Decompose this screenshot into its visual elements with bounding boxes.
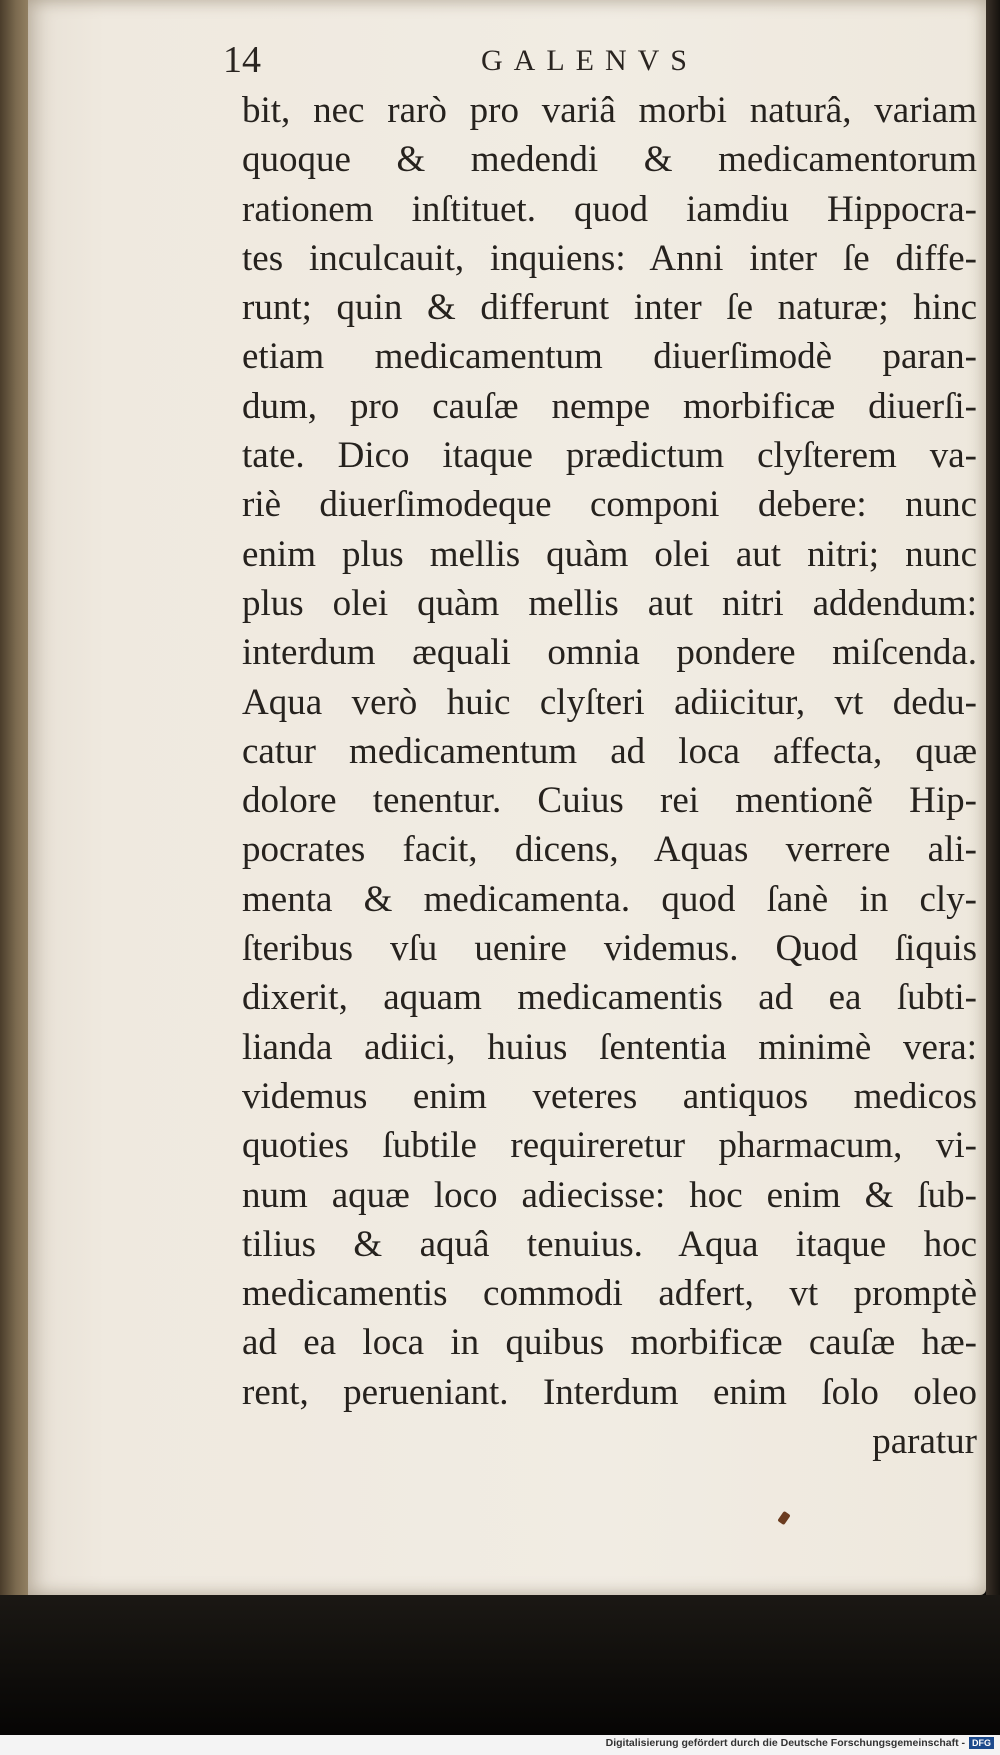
text-line: medicamentis commodi adfert, vt promptè [242,1273,977,1315]
ink-spot [777,1511,790,1525]
text-line: pocrates facit, dicens, Aquas verrere ali- [242,829,977,871]
text-line: tate. Dico itaque prædictum clyſterem va- [242,435,977,477]
credit-text: Digitalisierung gefördert durch die Deutsche Forschungsgemeinschaft - [605,1737,965,1749]
text-line: menta & medicamenta. quod ſanè in cly- [242,878,977,920]
text-line: Aqua verò huic clyſteri adiicitur, vt dedu- [242,681,977,723]
text-line: quoque & medendi & medicamentorum [242,139,977,181]
digitization-credit [606,1737,994,1749]
text-line: riè diuerſimodeque componi debere: nunc [242,484,977,526]
page-gutter-shadow [986,0,1000,1600]
text-line: enim plus mellis quàm olei aut nitri; nunc [242,533,977,575]
body-text [242,86,977,1466]
dfg-logo: DFG [969,1737,994,1749]
text-line: ad ea loca in quibus morbificæ cauſæ hæ- [242,1322,977,1364]
text-line: tilius & aquâ tenuius. Aqua itaque hoc [242,1223,977,1265]
text-line: dum, pro cauſæ nempe morbificæ diuerſi- [242,385,977,427]
text-line: lianda adiici, huius ſententia minimè vera: [242,1026,977,1068]
text-line: dolore tenentur. Cuius rei mentionẽ Hip- [242,780,977,822]
text-line: runt; quin & differunt inter ſe naturæ; hinc [242,287,977,329]
text-line: rent, perueniant. Interdum enim ſolo oleo [242,1371,977,1413]
text-line: dixerit, aquam medicamentis ad ea ſubti- [242,977,977,1019]
text-line: quoties ſubtile requireretur pharmacum, vi- [242,1125,977,1167]
text-line: rationem inſtituet. quod iamdiu Hippocra- [242,188,977,230]
text-line: plus olei quàm mellis aut nitri addendum: [242,582,977,624]
page-number: 14 [223,39,261,81]
scan-background [0,1595,1000,1735]
text-line: tes inculcauit, inquiens: Anni inter ſe diffe- [242,237,977,279]
paper-page [28,0,986,1595]
text-line: catur medicamentum ad loca affecta, quæ [242,730,977,772]
text-line: videmus enim veteres antiquos medicos [242,1075,977,1117]
catchword: paratur [872,1421,977,1463]
text-line: num aquæ loco adiecisse: hoc enim & ſub- [242,1174,977,1216]
running-title: GALENVS [481,44,698,77]
text-line: interdum æquali omnia pondere miſcenda. [242,632,977,674]
text-line: etiam medicamentum diuerſimodè paran- [242,336,977,378]
text-line: ſteribus vſu uenire videmus. Quod ſiquis [242,928,977,970]
footer-strip [0,1735,1000,1755]
text-line: bit, nec rarò pro variâ morbi naturâ, variam [242,90,977,131]
